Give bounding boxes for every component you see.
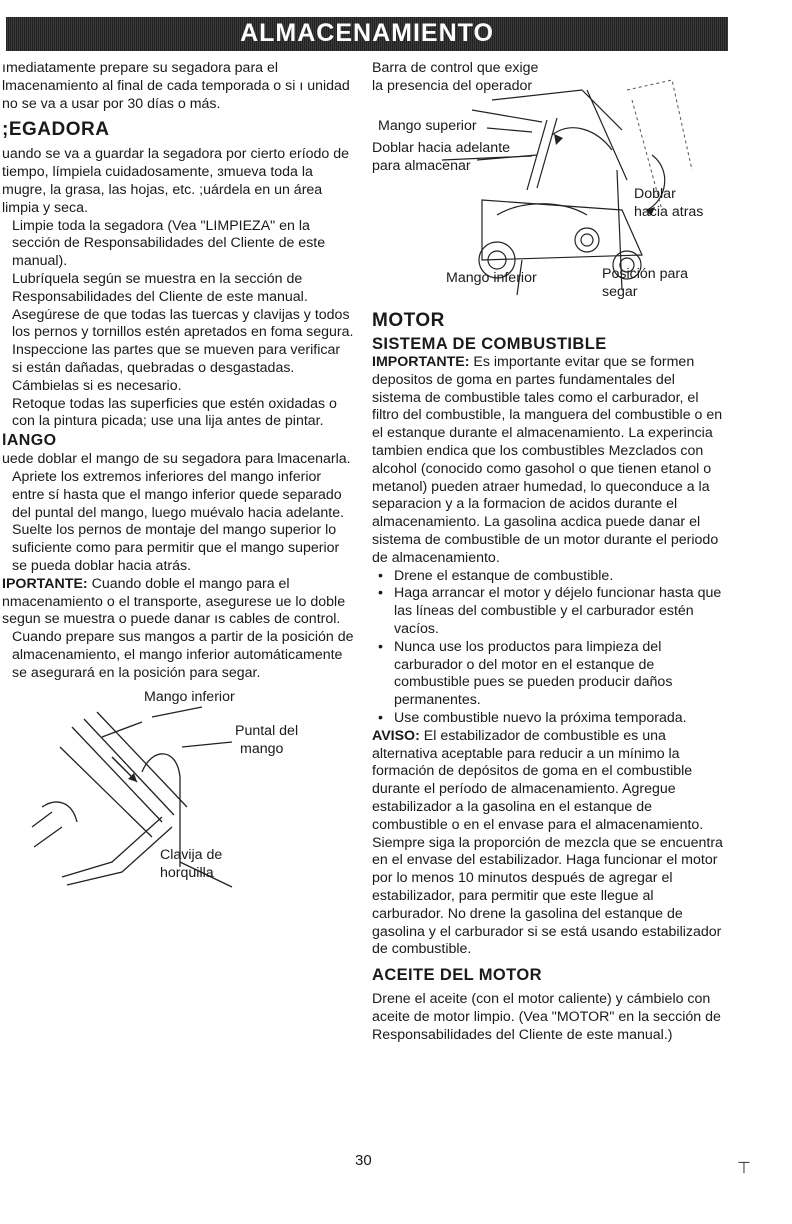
right-column [372,60,724,1044]
left-column [2,60,354,887]
fuel-bullet-list [372,568,724,728]
important-label: IMPORTANTE: [372,354,470,370]
mango-intro: uede doblar el mango de su segadora para lmacenarla. [2,451,351,468]
segadora-step: Limpie toda la segadora (Vea "LIMPIEZA" en la sección de Responsabilidades del Cliente de este manual). [12,217,326,270]
intro-paragraph: ımediatamente prepare su segadora para el lmacenamiento al final de cada temporada o si ı unidad no se va a usar por 30 días o más. [2,60,350,112]
important-label: IPORTANTE: [2,575,88,592]
figure-label-puntal: Puntal del [235,722,299,739]
fuel-system-heading: SISTEMA DE COMBUSTIBLE [372,335,607,353]
figure-label-clavija: Clavija de [160,846,223,863]
mower-handle-figure [372,60,724,308]
list-item: • Haga arrancar el motor y déjelo funcionar hasta que las líneas del combustible y el carburador estén vacíos. [372,585,724,638]
figure-label-doblar-adelante: Doblar hacia adelante [372,140,511,156]
segadora-intro: uando se va a guardar la segadora por cierto eríodo de tiempo, límpiela cuidadosamente, ɜmueva toda la mugre, la grasa, las hojas, etc. ;uárdela en un área limpia y seca. [2,146,350,216]
figure-label-barra: Barra de control que exige [372,60,539,76]
mango-final-step: Cuando prepare sus mangos a partir de la posición de almacenamiento, el mango inferior automáticamente se asegurará en la posición para segar. [12,629,354,681]
figure-label-doblar-adelante: para almacenar [372,158,471,174]
list-item: • Drene el estanque de combustible. [372,568,724,586]
engine-oil-heading: ACEITE DEL MOTOR [372,966,542,985]
figure-label-clavija: horquilla [160,864,214,881]
motor-heading: MOTOR [372,310,445,331]
figure-label-doblar-atras: hacia atras [634,204,704,220]
figure-label-mango-inferior: Mango inferior [446,270,537,286]
figure-label-barra: la presencia del operador [372,78,533,94]
aviso-text: El estabilizador de combustible es una alternativa aceptable para reducir a un mínimo la formación de depósitos de goma en el combustible durante el período de almacenamiento. Agregue estabilizador a la gasolina en el estanque de combustible o en el envase para el almacenamiento. Siempre siga la proporción de mezcla que se encuentra en el envase del estabilizador. Haga funcionar el motor por lo menos 10 minutos después de agregar el estabilizador, para permitir que este llegue al carburador. No drene la gasolina del estanque de gasolina y el carburador si se está usando estabilizador de combustible. [372,727,723,958]
list-item: • Nunca use los productos para limpieza del carburador o del motor en el estanque de combustible pues se pueden producir daños permanentes. [372,639,724,710]
figure-label-mango-inferior: Mango inferior [144,688,235,705]
mango-important-note [2,576,354,629]
mango-step: Suelte los pernos de montaje del mango superior lo suficiente como para permitir que el mango superior se pueda doblar hacia atrás. [12,522,340,574]
figure-label-posicion: Posición para [602,266,688,282]
section-title: ALMACENAMIENTO [240,19,494,47]
figure-label-posicion: segar [602,284,638,300]
page-number: 30 [355,1152,372,1169]
segadora-heading: ;EGADORA [2,119,110,141]
figure-label-mango-superior: Mango superior [378,118,477,134]
handle-clip-figure [2,687,354,887]
corner-mark: ⊤ [737,1160,751,1177]
figure-label-puntal: mango [240,740,284,757]
aviso-note [372,728,724,959]
mango-step: Apriete los extremos inferiores del mango inferior entre sí hasta que el mango inferior quede separado del puntal del mango, luego muévalo hacia adelante. [12,468,345,521]
figure-label-doblar-atras: Doblar [634,186,676,202]
segadora-step: Asegúrese de que todas las tuercas y clavijas y todos los pernos y tornillos estén apretados en foma segura. Inspeccione las partes que se mueven para verificar si están dañadas, quebradas o desgastadas. Cámbielas si es necesario. [12,306,354,394]
segadora-step: Lubríquela según se muestra en la sección de Responsabilidades del Cliente de este manual. [12,270,308,305]
segadora-step: Retoque todas las superficies que estén oxidadas o con la pintura picada; use una lija antes de pintar. [12,395,337,430]
important-text: Cuando doble el mango para el nmacenamiento o el transporte, asegurese ue lo doble segun se muestra o puede danar ıs cables de control. [2,575,346,628]
aviso-label: AVISO: [372,727,420,744]
mango-heading: lANGO [2,432,57,450]
fuel-important-note [372,354,724,568]
important-text: Es importante evitar que se formen depositos de goma en partes fundamentales del sistema de combustible tales como el carburador, el filtro del combustible, la manguera del combustible o en el estanque durante el almacenamiento. La experincia tambien endica que los combustibles Mezclados con alcohol (conocido como gasohol o que tienen etanol o metanol) pueden atraer humedad, lo queconduce a la separacion y a la formacion de acidos durante el almacenamiento. La gasolina acdica puede danar el sistema de combustible de un motor durante el periodo de almacenamiento. [372,354,723,566]
engine-oil-text: Drene el aceite (con el motor caliente) y cámbielo con aceite de motor limpio. (Vea "MOTOR" en la sección de Responsabilidades del Cliente de este manual.) [372,991,721,1043]
section-banner [6,17,728,51]
list-item: • Use combustible nuevo la próxima temporada. [372,710,724,728]
